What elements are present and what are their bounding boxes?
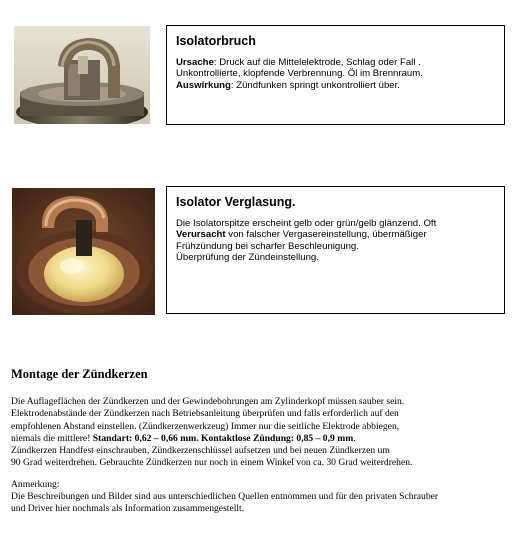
effect-text: Auswirkung: Zündfunken springt unkontrolliert über. [176, 79, 400, 91]
text-line: Elektrodenabstände der Zündkerzen nach Betriebsanleitung überprüfen und falls erforderlich auf den [11, 408, 399, 420]
text-line: empfohlenen Abstand einstellen. (Zündkerzenwerkzeug) Immer nur die seitliche Elektrode abbiegen, [11, 420, 400, 432]
description-line: Überprüfung der Zündeinstellung. [176, 252, 319, 264]
montage-paragraph [11, 396, 523, 516]
note-label: Anmerkung: [11, 478, 60, 490]
montage-section [11, 367, 523, 516]
text-line: Die Beschreibungen und Bilder sind aus unterschiedlichen Quellen entnommen und für den privaten Schrauber [11, 491, 439, 503]
cause-text: Verursacht von falscher Vergasereinstellung, übermäßiger [176, 229, 427, 241]
montage-heading: Montage der Zündkerzen [11, 367, 148, 381]
spark-plug-photo-glazed-insulator [12, 188, 155, 315]
info-box-isolatorbruch [166, 25, 505, 125]
text-line-spec: niemals die mittlere! Standart: 0,62 – 0,66 mm. Kontaktlose Zündung: 0,85 – 0,9 mm. [11, 432, 356, 444]
text-line: Zündkerzen Handfest einschrauben, Zündkerzenschlüssel aufsetzen und bei neuen Zündkerzen um [11, 445, 390, 457]
description-line: Die Isolatorspitze erscheint gelb oder grün/gelb glänzend. Oft [176, 218, 437, 229]
spark-plug-photo-broken-insulator [14, 26, 150, 124]
description-line: Frühzündung bei scharfer Beschleunigung. [176, 240, 359, 252]
text-line: und Driver hier nochmals als Information zusammengestellt. [11, 503, 245, 515]
cause-text-continued: Unkontrollierte, klopfende Verbrennung. Öl im Brennraum. [176, 68, 423, 80]
text-line: 90 Grad weiterdrehen. Gebrauchte Zündkerzen nur noch in einem Winkel von ca. 30 Grad weiterdrehen. [11, 457, 413, 469]
section-title: Isolator Verglasung. [176, 195, 296, 209]
info-box-isolator-verglasung [166, 186, 505, 314]
cause-text: Ursache: Druck auf die Mittelelektrode, Schlag oder Fall . [176, 57, 421, 68]
text-line: Die Auflageflächen der Zündkerzen und der Gewindebohrungen am Zylinderkopf müssen sauber sein. [11, 396, 405, 407]
section-title: Isolatorbruch [176, 34, 256, 48]
